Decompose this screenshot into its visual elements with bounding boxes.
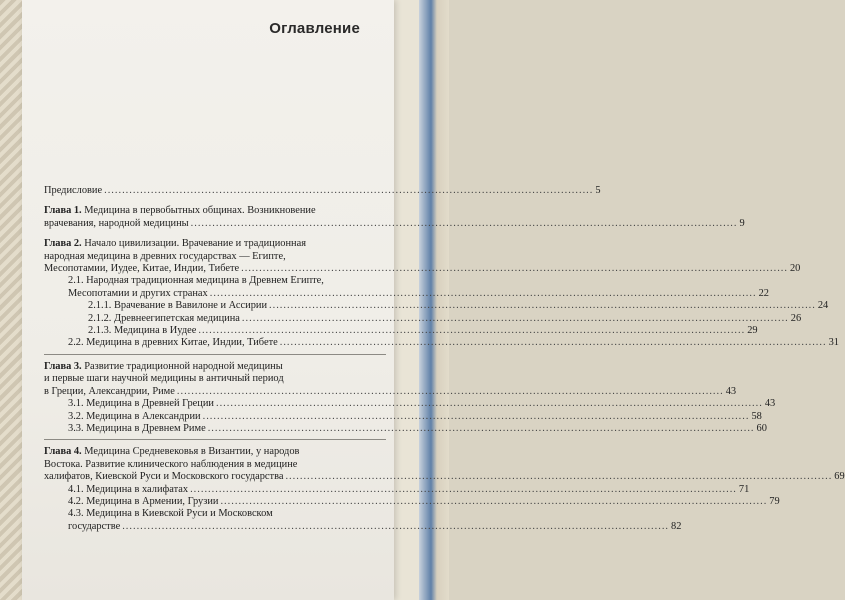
chapter-title-text: халифатов, Киевской Руси и Московского государства: [44, 471, 284, 483]
chapter-title-text: Востока. Развитие клинического наблюдения в медицине: [44, 458, 298, 470]
toc-section: [44, 325, 758, 337]
toc-section-last-line: [68, 337, 839, 349]
section-title-text: государстве: [68, 520, 121, 532]
toc-section: [44, 495, 780, 508]
toc-chapter-line: [44, 446, 386, 458]
toc-section-last-line: [68, 520, 682, 533]
leader-dots: ........................................................................................................................................................: [122, 520, 670, 532]
toc-page-number: 79: [769, 495, 780, 507]
page-title: Оглавление: [269, 20, 360, 37]
section-title-text: 2.1.3. Медицина в Иудее: [88, 325, 197, 337]
book-page: [22, 0, 845, 600]
leader-dots: ........................................................................................................................................................: [198, 325, 746, 337]
toc-section-last-line: [68, 495, 780, 508]
leader-dots: ........................................................................................................................................................: [209, 287, 757, 299]
chapter-label: Глава 3.: [44, 360, 82, 372]
toc-section: [44, 422, 767, 435]
toc-page-number: 71: [738, 483, 750, 495]
toc-page-number: 29: [747, 325, 758, 337]
toc-page-number: 82: [671, 520, 682, 532]
toc-chapter: [44, 446, 845, 483]
section-title-text: 2.2. Медицина в древних Китае, Индии, Тибете: [68, 337, 278, 349]
section-title-text: Месопотамии и других странах: [68, 287, 208, 299]
leader-dots: ........................................................................................................................................................: [269, 300, 816, 312]
leader-dots: ........................................................................................................................................................: [215, 398, 763, 410]
toc-chapter-last-line: [44, 385, 737, 398]
toc-chapter-line: [44, 238, 386, 250]
toc-page-number: 22: [758, 287, 769, 299]
section-title-text: 4.2. Медицина в Армении, Грузии: [68, 495, 219, 507]
toc-section-last-line: [88, 300, 829, 312]
toc-entry-title: Предисловие: [44, 185, 103, 196]
toc-chapter: [44, 238, 801, 275]
chapter-title-text: в Греции, Александрии, Риме: [44, 385, 175, 397]
chapter-title-text: врачевания, народной медицины: [44, 217, 189, 229]
toc-section-last-line: [68, 398, 776, 410]
toc-chapter-last-line: [44, 471, 845, 483]
leader-dots: ........................................................................................................................................................: [285, 471, 833, 483]
leader-dots: ........................................................................................................................................: [104, 185, 594, 196]
toc-page-number: 43: [764, 398, 776, 410]
section-title-text: 2.1.2. Древнеегипетская медицина: [88, 312, 240, 324]
toc-chapter-line: [44, 361, 386, 373]
leader-dots: ........................................................................................................................................................: [190, 217, 738, 229]
toc-chapter: [44, 360, 737, 398]
chapter-title-text: Начало цивилизации. Врачевание и традиционная: [84, 238, 306, 250]
toc-chapter-line: [44, 251, 386, 263]
leader-dots: ........................................................................................................................................................: [176, 385, 724, 397]
toc-section: [44, 337, 839, 349]
toc-section: [44, 275, 769, 300]
chapter-label: Глава 1.: [44, 205, 82, 217]
toc-section: [44, 483, 750, 496]
chapter-divider: [44, 354, 386, 355]
toc-section-last-line: [88, 312, 802, 325]
toc-page-number: 5: [595, 185, 601, 196]
chapter-title-text: Медицина Средневековья в Византии, у народов: [84, 446, 300, 458]
section-title-text: 3.1. Медицина в Древней Греции: [68, 398, 214, 410]
toc-chapter-last-line: [44, 263, 801, 275]
toc-section-last-line: [88, 325, 758, 337]
leader-dots: ........................................................................................................................................................: [241, 263, 788, 275]
leader-dots: ........................................................................................................................................................: [241, 312, 789, 324]
toc-chapter: [44, 205, 745, 230]
toc-page-number: 60: [756, 422, 767, 434]
toc-section-last-line: [68, 410, 762, 423]
toc-section-line: 2.1. Народная традиционная медицина в Древнем Египте,: [68, 275, 324, 287]
chapter-title-text: народная медицина в древних государствах — Египте,: [44, 250, 286, 262]
toc-chapter-last-line: [44, 217, 745, 230]
toc-section: [44, 300, 829, 312]
toc-section-line: 4.3. Медицина в Киевской Руси и Московском: [68, 508, 273, 520]
toc-page-number: 58: [751, 410, 762, 422]
leader-dots: ........................................................................................................................................................: [279, 337, 827, 349]
toc-section-last-line: [68, 422, 767, 435]
toc-page-number: 20: [789, 263, 801, 275]
section-title-text: 4.1. Медицина в халифатах: [68, 483, 189, 495]
toc-section: [44, 410, 762, 423]
leader-dots: ........................................................................................................................................................: [190, 483, 737, 495]
toc-section-last-line: [68, 287, 769, 300]
chapter-title-text: Месопотамии, Иудее, Китае, Индии, Тибете: [44, 263, 240, 275]
toc-section-last-line: [68, 483, 750, 496]
chapter-title-text: и первые шаги научной медицины в античный период: [44, 373, 284, 385]
toc-section: [44, 508, 682, 533]
toc-section: [44, 398, 776, 410]
toc-chapter-line: [44, 205, 386, 217]
chapter-label: Глава 2.: [44, 238, 82, 250]
section-title-text: 3.2. Медицина в Александрии: [68, 410, 201, 422]
section-title-text: 3.3. Медицина в Древнем Риме: [68, 422, 206, 434]
background-fabric: [0, 0, 22, 600]
toc-section: [44, 312, 802, 325]
toc-page-number: 9: [739, 217, 745, 229]
table-of-contents: [44, 185, 845, 533]
chapter-label: Глава 4.: [44, 446, 82, 458]
chapter-title-text: Медицина в первобытных общинах. Возникновение: [84, 205, 316, 217]
toc-chapter-line: [44, 459, 386, 471]
leader-dots: ........................................................................................................................................................: [202, 410, 750, 422]
leader-dots: ........................................................................................................................................................: [207, 422, 755, 434]
toc-entry-preface: [44, 185, 601, 197]
toc-page-number: 26: [790, 312, 802, 324]
toc-page-number: 69: [834, 471, 845, 483]
leader-dots: ........................................................................................................................................................: [220, 495, 768, 507]
chapter-divider: [44, 439, 386, 440]
section-title-text: 2.1.1. Врачевание в Вавилоне и Ассирии: [88, 300, 268, 312]
toc-page-number: 31: [828, 337, 839, 349]
toc-chapter-line: [44, 373, 386, 385]
toc-page-number: 24: [817, 300, 829, 312]
chapter-title-text: Развитие традиционной народной медицины: [84, 360, 283, 372]
toc-page-number: 43: [725, 385, 737, 397]
